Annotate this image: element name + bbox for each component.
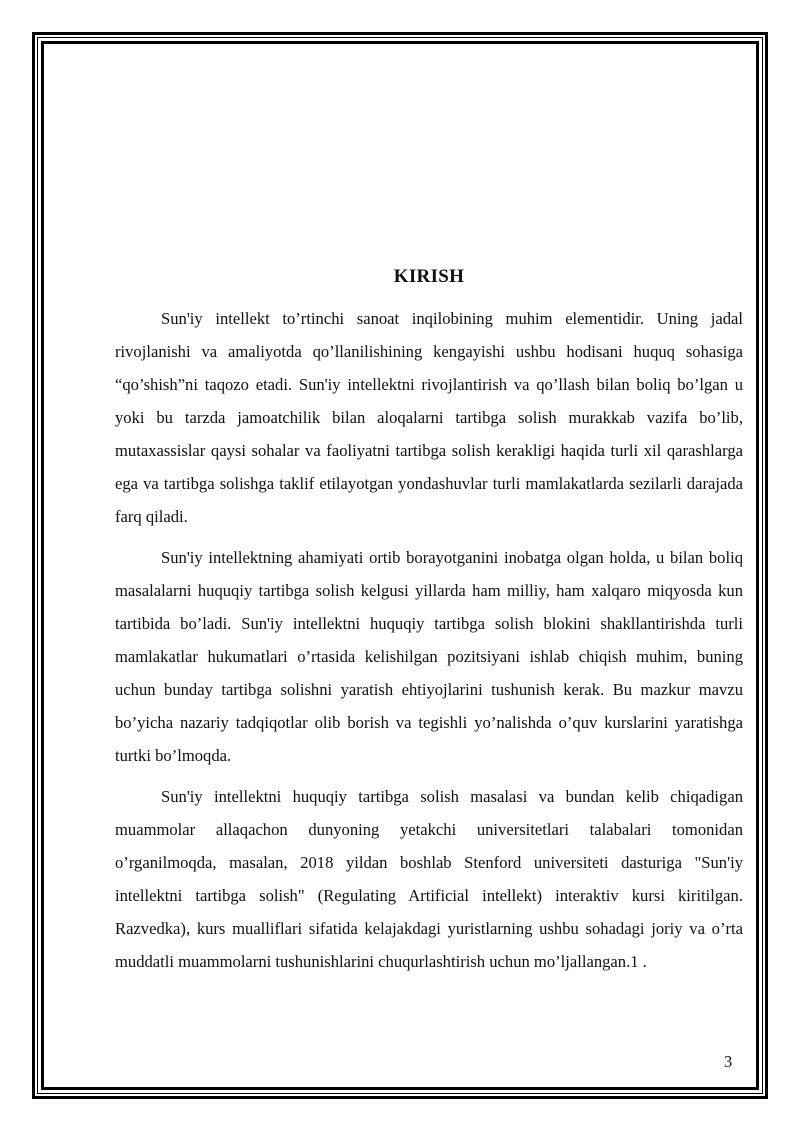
- document-body: [115, 266, 743, 986]
- page-number: 3: [724, 1052, 733, 1071]
- paragraph-1: Sun'iy intellekt to’rtinchi sanoat inqilobining muhim elementidir. Uning jadal rivojlanishi va amaliyotda qo’llanilishining kengayishi ushbu hodisani huquq sohasiga “qo’shish”ni taqozo etadi. Sun'iy intellektni rivojlantirish va qo’llash bilan boliq bo’lgan u yoki bu tarzda jamoatchilik bilan aloqalarni tartibga solish murakkab vazifa bo’lib, mutaxassislar qaysi sohalar va faoliyatni tartibga solish kerakligi haqida turli xil qarashlarga ega va tartibga solishga taklif etilayotgan yondashuvlar turli mamlakatlarda sezilarli darajada farq qiladi.: [115, 309, 743, 526]
- paragraph-2: Sun'iy intellektning ahamiyati ortib borayotganini inobatga olgan holda, u bilan boliq masalalarni huquqiy tartibga solish kelgusi yillarda ham milliy, ham xalqaro miqyosda kun tartibida bo’ladi. Sun'iy intellektni huquqiy tartibga solish blokini shakllantirishda turli mamlakatlar hukumatlari o’rtasida kelishilgan pozitsiyani ishlab chiqish muhim, buning uchun bunday tartibga solishni yaratish ehtiyojlarini tushunish kerak. Bu mazkur mavzu bo’yicha nazariy tadqiqotlar olib borish va tegishli yo’nalishda o’quv kurslarini yaratishga turtki bo’lmoqda.: [115, 548, 743, 765]
- paragraph-3: Sun'iy intellektni huquqiy tartibga solish masalasi va bundan kelib chiqadigan muammolar allaqachon dunyoning yetakchi universitetlari talabalari tomonidan o’rganilmoqda, masalan, 2018 yildan boshlab Stenford universiteti dasturiga "Sun'iy intellektni tartibga solish" (Regulating Artificial intellekt) interaktiv kursi kiritilgan. Razvedka), kurs mualliflari sifatida kelajakdagi yuristlarning ushbu sohadagi joriy va o’rta muddatli muammolarni tushunishlarini chuqurlashtirish uchun mo’ljallangan.1 .: [115, 787, 743, 971]
- section-heading: KIRISH: [393, 266, 465, 287]
